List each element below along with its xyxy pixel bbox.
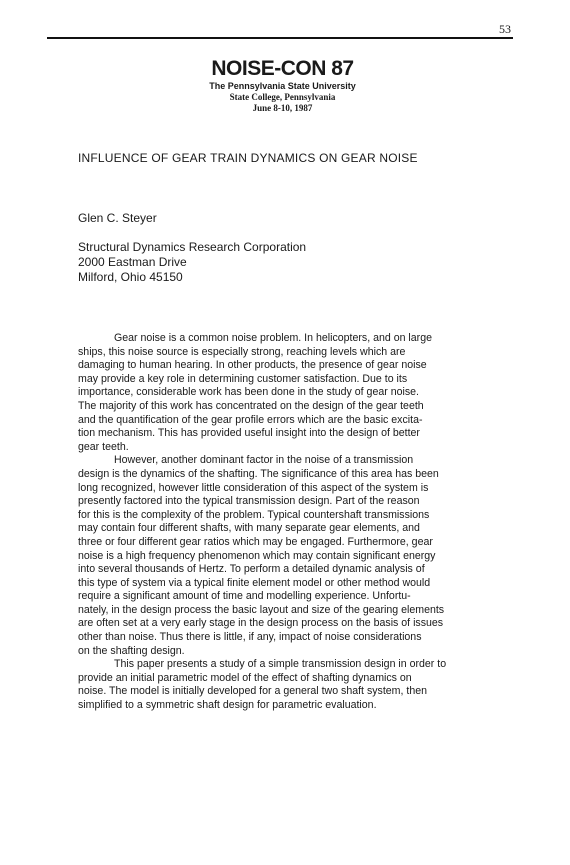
- author-name: Glen C. Steyer: [78, 211, 157, 225]
- body-line: importance, considerable work has been done in the study of gear noise.: [78, 386, 419, 399]
- affiliation-line: 2000 Eastman Drive: [78, 255, 187, 269]
- body-line: on the shafting design.: [78, 644, 185, 657]
- body-line: provide an initial parametric model of the effect of shafting dynamics on: [78, 671, 412, 684]
- body-text: [78, 332, 498, 713]
- body-line: may contain four different shafts, with many separate gear elements, and: [78, 522, 420, 535]
- body-line: for this is the complexity of the problem. Typical countershaft transmissions: [78, 508, 430, 521]
- header-rule: [47, 37, 513, 39]
- page-number: 53: [499, 22, 511, 36]
- conference-header: [0, 57, 565, 114]
- conference-title: NOISE-CON 87: [211, 57, 354, 80]
- conference-dates: June 8-10, 1987: [252, 103, 313, 113]
- paper-title: INFLUENCE OF GEAR TRAIN DYNAMICS ON GEAR NOISE: [78, 151, 418, 165]
- body-line: and the quantification of the gear profile errors which are the basic excita-: [78, 413, 423, 426]
- body-line: nately, in the design process the basic layout and size of the gearing elements: [78, 603, 445, 616]
- body-line: This paper presents a study of a simple transmission design in order to: [114, 658, 447, 671]
- body-line: tion mechanism. This has provided useful insight into the design of better: [78, 427, 420, 440]
- body-line: other than noise. Thus there is little, if any, impact of noise considerations: [78, 631, 422, 644]
- body-line: this type of system via a typical finite element model or other method would: [78, 576, 431, 589]
- body-line: design is the dynamics of the shafting. The significance of this area has been: [78, 467, 439, 480]
- affiliation-line: Milford, Ohio 45150: [78, 270, 183, 284]
- body-line: presently factored into the typical transmission design. Part of the reason: [78, 495, 420, 508]
- body-line: noise. The model is initially developed for a general two shaft system, then: [78, 685, 427, 698]
- body-line: require a significant amount of time and modelling experience. Unfortu-: [78, 590, 411, 603]
- body-line: gear teeth.: [78, 440, 129, 453]
- body-line: However, another dominant factor in the noise of a transmission: [114, 454, 414, 467]
- body-line: are often set at a very early stage in the design process on the basis of issues: [78, 617, 444, 630]
- body-line: noise is a high frequency phenomenon which may contain significant energy: [78, 549, 436, 562]
- body-line: Gear noise is a common noise problem. In helicopters, and on large: [114, 332, 432, 344]
- affiliation-block: [78, 240, 306, 285]
- body-line: ships, this noise source is especially strong, reaching levels which are: [78, 345, 406, 358]
- body-line: into several thousands of Hertz. To perform a detailed dynamic analysis of: [78, 563, 425, 576]
- body-line: The majority of this work has concentrated on the design of the gear teeth: [78, 399, 424, 412]
- body-line: three or four different gear ratios which may be engaged. Furthermore, gear: [78, 535, 433, 548]
- conference-university: The Pennsylvania State University: [209, 81, 356, 91]
- affiliation-line: Structural Dynamics Research Corporation: [78, 240, 307, 254]
- conference-location: State College, Pennsylvania: [229, 92, 336, 102]
- body-line: long recognized, however little consideration of this aspect of the system is: [78, 481, 429, 494]
- body-line: simplified to a symmetric shaft design for parametric evaluation.: [78, 699, 377, 712]
- body-line: damaging to human hearing. In other products, the presence of gear noise: [78, 359, 427, 372]
- body-line: may provide a key role in determining customer satisfaction. Due to its: [78, 372, 408, 385]
